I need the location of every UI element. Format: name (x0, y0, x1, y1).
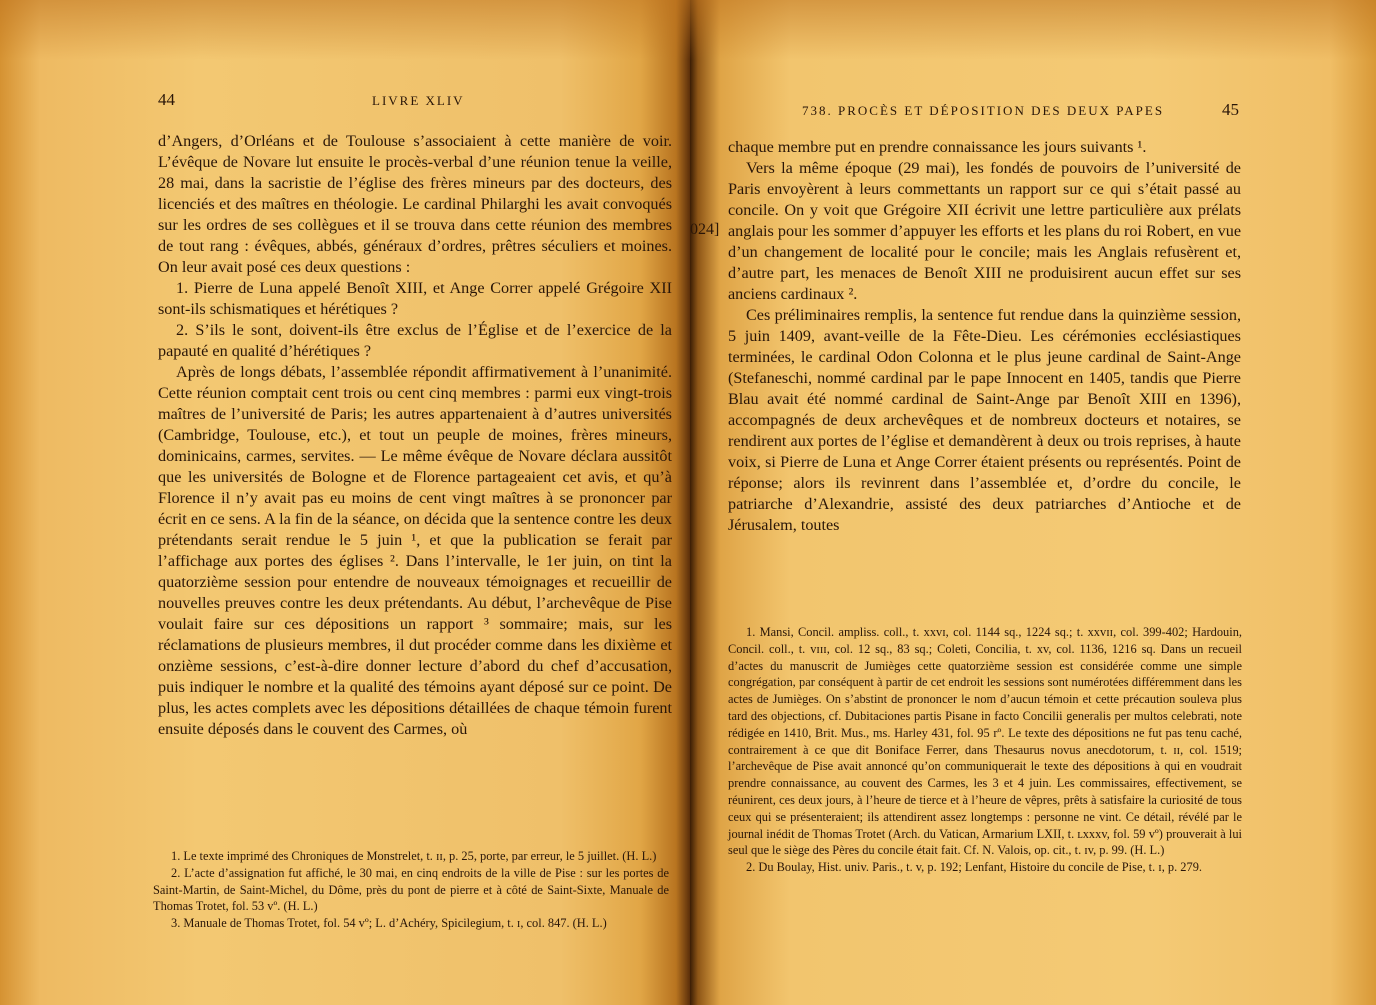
main-text (728, 137, 1241, 536)
paragraph: Ces préliminaires remplis, la sentence fut rendue dans la quinzième session, 5 juin 1409, avant-veille de la Fête-Dieu. Les cérémonies ecclésiastiques terminées, le cardinal Odon Colonna et le plus jeune cardinal de Saint-Ange (Stefaneschi, nommé cardinal par le pape Innocent en 1405, tandis que Pierre Blau avait été nommé cardinal de Saint-Ange par Benoît XIII en 1396), accompagnés de deux archevêques et de nombreux docteurs et notaires, se rendirent aux portes de l’église et demandèrent à deux ou trois reprises, à haute voix, si Pierre de Luna et Ange Correr étaient présents ou représentés. Point de réponse; alors ils revinrent dans l’assemblée et, d’ordre du concile, le patriarche d’Alexandrie, assisté des deux patriarches d’Antioche et de Jérusalem, toutes (728, 306, 1241, 534)
footnote: 2. L’acte d’assignation fut affiché, le 30 mai, en cinq endroits de la ville de Pise : sur les portes de Saint-Martin, de Saint-Michel, du Dôme, près du pont de pierre et à côté de Saint-Sixte, Manuale de Thomas Trotet, fol. 53 vº. (H. L.) (153, 865, 669, 914)
page-number: 45 (1222, 100, 1239, 119)
footnote: 1. Mansi, Concil. ampliss. coll., t. xxvɪ, col. 1144 sq., 1224 sq.; t. xxvɪɪ, col. 399-402; Hardouin, Concil. coll., t. vɪɪɪ, col. 12 sq., 83 sq.; Coleti, Concilia, t. xv, col. 1136, 1216 sq. Dans un recueil d’actes du manuscrit de Jumièges cette quatorzième session est considérée comme une simple congrégation, par conséquent à partir de cet endroit les sessions sont numérotées différemment dans les actes de Jumièges. On s’abstint de prononcer le nom d’aucun témoin et cette précaution souleva plus tard des objections, cf. Dubitaciones partis Pisane in facto Concilii generalis per multos celebrati, note rédigée en 1410, Brit. Mus., ms. Harley 431, fol. 95 rº. Le texte des dépositions ne fut pas tenu caché, contrairement à ce que dit Boniface Ferrer, dans Thesaurus novus anecdotorum, t. ɪɪ, col. 1519; l’archevêque de Pise avait annoncé qu’on communiquerait le texte des dépositions à qui en voudrait prendre connaissance, au couvent des Carmes, les 3 et 4 juin. Les commissaires, effectivement, se réunirent, ces deux jours, à l’heure de tierce et à l’heure de vêpres, prêts à satisfaire la curiosité de tous ceux qui se présenteraient; ils attendirent assez longtemps : personne ne vint. Ce détail, révélé par le journal inédit de Thomas Trotet (Arch. du Vatican, Armarium LXII, t. ʟxxxv, fol. 59 vº) prouverait à lui seul que le siège des Pères du concile était fait. Cf. N. Valois, op. cit., t. ɪv, p. 99. (H. L.) (728, 625, 1242, 858)
footnotes (153, 848, 669, 932)
footnote: 3. Manuale de Thomas Trotet, fol. 54 vº; L. d’Achéry, Spicilegium, t. ɪ, col. 847. (H. L.) (171, 916, 607, 931)
page-edge-shade (690, 0, 1376, 60)
paragraph: Après de longs débats, l’assemblée répondit affirmativement à l’unanimité. Cette réunion comptait cent trois ou cent cinq membres : parmi eux vingt-trois maîtres de l’université de Paris; les autres appartenaient à d’autres universités (Cambridge, Toulouse, etc.), et tout un peuple de moines, frères mineurs, dominicains, carmes, servites. — Le même évêque de Novare déclara aussitôt que les universités de Bologne et de Florence partageaient cet avis, et qu’à Florence il n’y avait pas eu moins de cent vingt maîtres à se prononcer par écrit en ce sens. A la fin de la séance, on décida que la sentence contre les deux prétendants serait rendue le 5 juin ¹, et que la publication se ferait par l’affichage aux portes des églises ². Dans l’intervalle, le 1er juin, on tint la quatorzième session pour entendre de nouveaux témoignages et recueillir de nouvelles preuves contre les deux prétendants. Au début, l’archevêque de Pise voulait faire sur ces dépositions un rapport ³ sommaire; mais, sur les réclamations de plusieurs membres, il dut procéder comme dans les dixième et onzième sessions, c’est-à-dire donner lecture d’abord du chef d’accusation, puis indiquer le nombre et la qualité des témoins ayant déposé sur ce point. De plus, les actes complets avec les dépositions détaillées de chaque témoin furent ensuite déposés dans le couvent des Carmes, où (158, 363, 672, 738)
main-text (158, 131, 672, 740)
right-page (690, 0, 1376, 1005)
footnote: 1. Le texte imprimé des Chroniques de Monstrelet, t. ɪɪ, p. 25, porte, par erreur, le 5 juillet. (H. L.) (171, 849, 657, 863)
paragraph: chaque membre put en prendre connaissance les jours suivants ¹. (728, 138, 1147, 156)
page-edge-shade (0, 0, 690, 60)
running-header: 738. PROCÈS ET DÉPOSITION DES DEUX PAPES (802, 103, 1165, 118)
page-number: 44 (158, 90, 175, 109)
paragraph: 1. Pierre de Luna appelé Benoît XIII, et Ange Correr appelé Grégoire XII sont-ils schismatiques et hérétiques ? (158, 279, 672, 318)
paragraph: 2. S’ils le sont, doivent-ils être exclus de l’Église et de l’exercice de la papauté en qualité d’hérétiques ? (158, 321, 672, 360)
running-header: LIVRE XLIV (372, 93, 465, 108)
paragraph: Vers la même époque (29 mai), les fondés de pouvoirs de l’université de Paris envoyèrent à leurs commettants un rapport sur ce qui s’était passé au concile. On y voit que Grégoire XII écrivit une lettre particulière aux prélats anglais pour les sommer d’appuyer les efforts et les plans du roi Robert, en vue d’un changement de localité pour le concile; mais les Anglais refusèrent et, d’autre part, les menaces de Benoît XIII ne produisirent aucun effet sur ses anciens cardinaux ². (728, 159, 1241, 303)
footnotes (728, 624, 1242, 876)
margin-page-reference: 024] (690, 221, 720, 238)
paragraph: d’Angers, d’Orléans et de Toulouse s’associaient à cette manière de voir. L’évêque de Novare lut ensuite le procès-verbal d’une réunion tenue la veille, 28 mai, dans la sacristie de l’église des frères mineurs par des docteurs, des licenciés et des maîtres en théologie. Le cardinal Philarghi les avait convoqués sur les ordres de ses collègues et il se trouva dans cette réunion des membres de tout rang : évêques, abbés, généraux d’ordres, prêtres séculiers et moines. On leur avait posé ces deux questions : (158, 132, 672, 276)
footnote: 2. Du Boulay, Hist. univ. Paris., t. v, p. 192; Lenfant, Histoire du concile de Pise, t. ɪ, p. 279. (746, 860, 1202, 875)
